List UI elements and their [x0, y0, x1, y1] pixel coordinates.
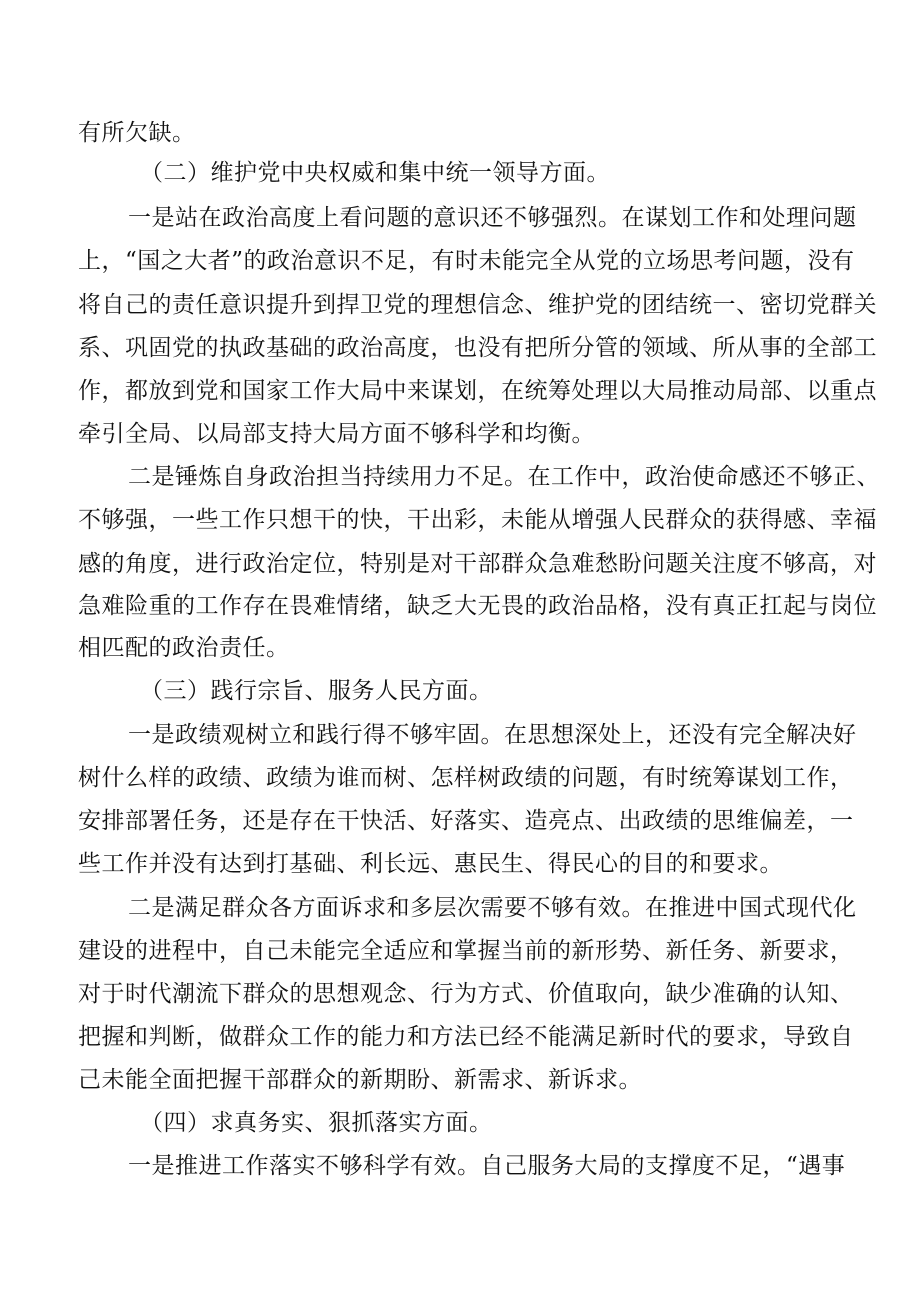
text-line: 不够强，一些工作只想干的快，干出彩，未能从增强人民群众的获得感、幸福: [78, 507, 877, 533]
text-line: 一是站在政治高度上看问题的意识还不够强烈。在谋划工作和处理问题: [128, 205, 857, 231]
text-line: 一是政绩观树立和践行得不够牢固。在思想深处上，还没有完全解决好: [128, 722, 857, 748]
text-line: 二是满足群众各方面诉求和多层次需要不够有效。在推进中国式现代化: [128, 895, 857, 921]
text-line: 将自己的责任意识提升到捍卫党的理想信念、维护党的团结统一、密切党群关: [78, 292, 877, 318]
text-line: 急难险重的工作存在畏难情绪，缺乏大无畏的政治品格，没有真正扛起与岗位: [78, 593, 877, 619]
text-line: 些工作并没有达到打基础、利长远、惠民生、得民心的目的和要求。: [78, 851, 783, 877]
text-line: 系、巩固党的执政基础的政治高度，也没有把所分管的领域、所从事的全部工: [78, 335, 877, 361]
text-line: 牵引全局、以局部支持大局方面不够科学和均衡。: [78, 421, 595, 447]
text-line: 安排部署任务，还是存在干快活、好落实、造亮点、出政绩的思维偏差，一: [78, 808, 854, 834]
text-line: 建设的进程中，自己未能完全适应和掌握当前的新形势、新任务、新要求，: [78, 938, 854, 964]
text-line: 二是锤炼自身政治担当持续用力不足。在工作中，政治使命感还不够正、: [128, 464, 880, 490]
text-line: 把握和判断，做群众工作的能力和方法已经不能满足新时代的要求，导致自: [78, 1024, 854, 1050]
text-line: 感的角度，进行政治定位，特别是对干部群众急难愁盼问题关注度不够高，对: [78, 551, 877, 577]
text-line: 己未能全面把握干部群众的新期盼、新需求、新诉求。: [78, 1067, 642, 1093]
text-line: 作，都放到党和国家工作大局中来谋划，在统筹处理以大局推动局部、以重点: [78, 378, 877, 404]
text-line: 有所欠缺。: [78, 120, 196, 146]
text-line: 相匹配的政治责任。: [78, 635, 290, 661]
section-heading: （二）维护党中央权威和集中统一领导方面。: [140, 160, 610, 186]
section-heading: （四）求真务实、狠抓落实方面。: [140, 1110, 493, 1136]
text-line: 树什么样的政绩、政绩为谁而树、怎样树政绩的问题，有时统筹谋划工作，: [78, 765, 854, 791]
text-line: 上，“国之大者”的政治意识不足，有时未能完全从党的立场思考问题，没有: [78, 248, 855, 274]
text-line: 对于时代潮流下群众的思想观念、行为方式、价值取向，缺少准确的认知、: [78, 981, 854, 1007]
section-heading: （三）践行宗旨、服务人民方面。: [140, 678, 493, 704]
text-line: 一是推进工作落实不够科学有效。自己服务大局的支撑度不足，“遇事: [128, 1153, 846, 1179]
